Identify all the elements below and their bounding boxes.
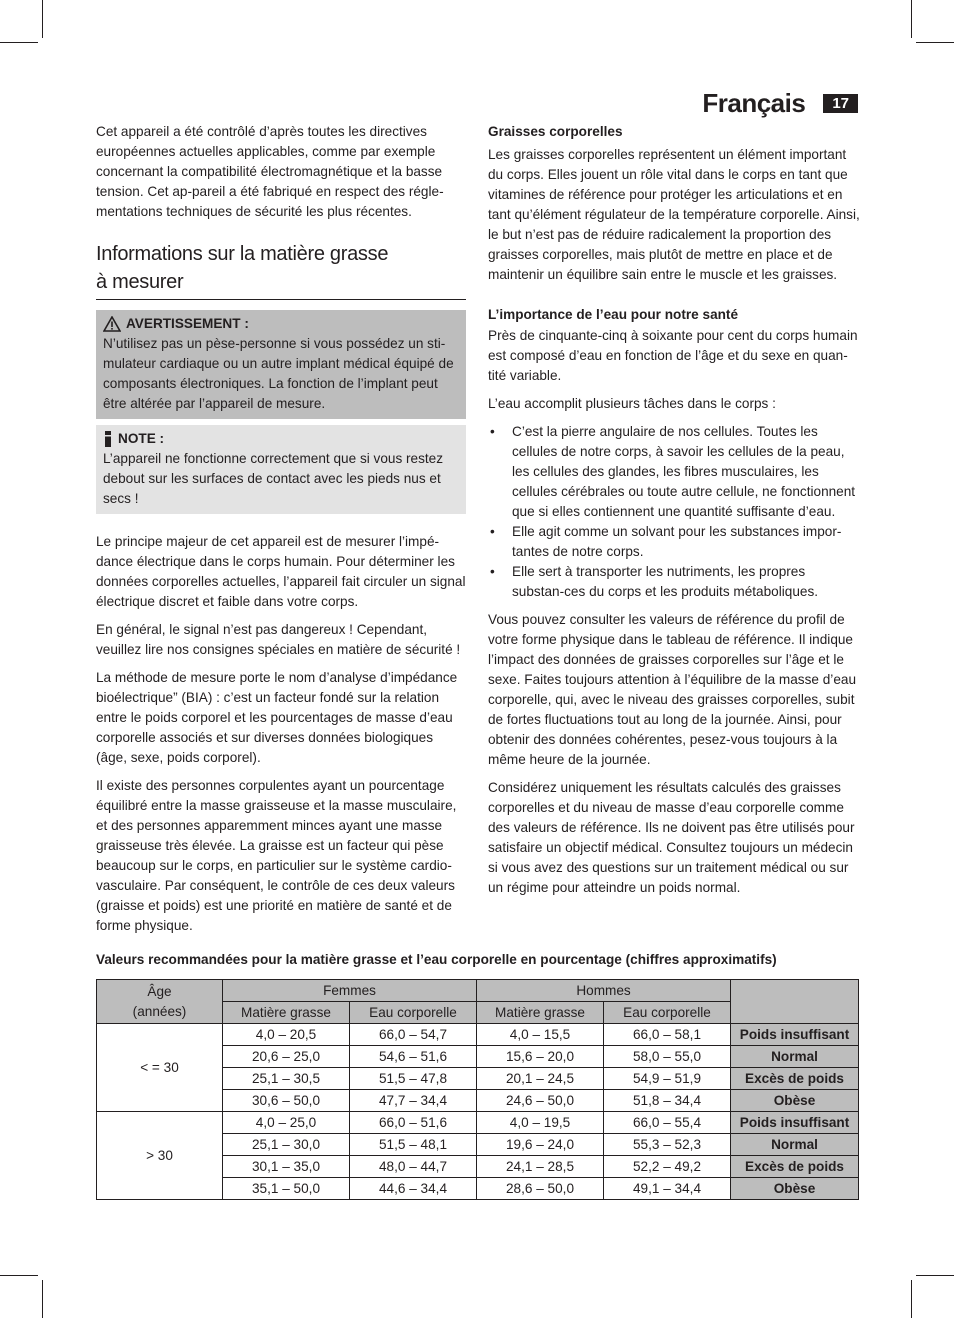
category-cell: Excès de poids (731, 1156, 859, 1178)
crop-mark (916, 42, 954, 43)
paragraph-bia: La méthode de mesure porte le nom d’analyse d’impédance bioélectrique” (BIA) : c’est un facteur fondé sur la relation entre le poids corporel et les pourcentages de masse d’eau corporelle associés et sur diverses données biologiques (âge, sexe, poids corporel). (96, 670, 458, 765)
table-cell: 54,6 – 51,6 (350, 1046, 477, 1068)
age-group-cell: > 30 (97, 1112, 223, 1200)
note-box (96, 425, 466, 514)
table-cell: 51,5 – 48,1 (350, 1134, 477, 1156)
header-women: Femmes (223, 980, 477, 1002)
category-cell: Normal (731, 1134, 859, 1156)
paragraph-principle: Le principe majeur de cet appareil est de mesurer l’impé-dance électrique dans le corps humain. Pour déterminer les données corporelles actuelles, l’appareil fait circuler un signal électrique discret et faible dans votre corps. (96, 534, 466, 609)
water-task-list (488, 422, 860, 602)
header-women-water: Eau corporelle (350, 1002, 477, 1024)
header-category (731, 980, 859, 1024)
intro-paragraph: Cet appareil a été contrôlé d’après toutes les directives européennes actuelles applicables, comme par exemple concernant la compatibilité électromagnétique et la basse tension. Cet ap-pareil a été fabriqué en respect des régle-mentations techniques de sécurité les plus récentes. (96, 124, 444, 219)
heading-water: L’importance de l’eau pour notre santé (488, 307, 739, 322)
table-cell: 24,6 – 50,0 (477, 1090, 604, 1112)
table-cell: 15,6 – 20,0 (477, 1046, 604, 1068)
table-cell: 58,0 – 55,0 (604, 1046, 731, 1068)
category-cell: Poids insuffisant (731, 1112, 859, 1134)
header-age (97, 980, 223, 1024)
age-group-cell: < = 30 (97, 1024, 223, 1112)
table-cell: 47,7 – 34,4 (350, 1090, 477, 1112)
note-title-row (103, 429, 459, 449)
list-item: • Elle sert à transporter les nutriments, les propres substan-ces du corps et les produits métaboliques. (488, 562, 860, 602)
reference-table (96, 979, 859, 1200)
section-heading-line1: Informations sur la matière grasse (96, 243, 389, 265)
header-women-fat: Matière grasse (223, 1002, 350, 1024)
category-cell: Poids insuffisant (731, 1024, 859, 1046)
warning-title-row (103, 314, 459, 334)
table-cell: 28,6 – 50,0 (477, 1178, 604, 1200)
category-cell: Normal (731, 1046, 859, 1068)
language-title: Français (702, 88, 806, 118)
table-cell: 20,1 – 24,5 (477, 1068, 604, 1090)
info-icon (103, 431, 113, 447)
crop-mark (42, 1280, 43, 1318)
header-men: Hommes (477, 980, 731, 1002)
table-cell: 52,2 – 49,2 (604, 1156, 731, 1178)
crop-mark (911, 0, 912, 38)
heading-body-fat: Graisses corporelles (488, 124, 623, 139)
table-cell: 4,0 – 20,5 (223, 1024, 350, 1046)
left-column (96, 122, 466, 944)
table-cell: 51,5 – 47,8 (350, 1068, 477, 1090)
warning-title: AVERTISSEMENT : (126, 316, 249, 331)
table-cell: 30,1 – 35,0 (223, 1156, 350, 1178)
table-cell: 66,0 – 58,1 (604, 1024, 731, 1046)
paragraph-reference: Vous pouvez consulter les valeurs de référence du profil de votre forme physique dans le tableau de référence. Il indique l’impact des données de graisses corporelles sur l’âge et le sexe. Faites toujours attention à l’équilibre de la masse d’eau corporelle, qui, avec le niveau des graisses corporelles, subit de fortes fluctuations tout au long de la journée. Ainsi, pour obtenir des données cohérentes, pesez-vous toujours à la même heure de la journée. (488, 612, 857, 767)
table-cell: 20,6 – 25,0 (223, 1046, 350, 1068)
crop-mark (911, 1280, 912, 1318)
page-number: 17 (823, 94, 858, 113)
table-cell: 25,1 – 30,5 (223, 1068, 350, 1090)
section-heading (96, 240, 466, 296)
table-cell: 48,0 – 44,7 (350, 1156, 477, 1178)
note-title: NOTE : (118, 431, 165, 446)
crop-mark (0, 1275, 38, 1276)
paragraph-consider: Considérez uniquement les résultats calculés des graisses corporelles et du niveau de masse d’eau corporelle comme des valeurs de référence. Ils ne doivent pas être utilisés pour satisfaire un objectif médical. Consultez toujours un médecin si vous avez des questions sur un traitement médical ou sur un régime pour atteindre un poids normal. (488, 780, 855, 895)
header-men-fat: Matière grasse (477, 1002, 604, 1024)
table-cell: 4,0 – 19,5 (477, 1112, 604, 1134)
warning-text: N’utilisez pas un pèse-personne si vous possédez un sti-mulateur cardiaque ou un autre implant médical équipé de composants électroniques. La fonction de l’implant peut être altérée par l’appareil de mesure. (103, 336, 454, 411)
crop-mark (42, 0, 43, 38)
paragraph-body-fat: Les graisses corporelles représentent un élément important du corps. Elles jouent un rôle vital dans le corps en tant que vitamines de référence pour protéger les articulations et en tant qu’élément régulateur de la température corporelle. Ainsi, le but n’est pas de réduire radicalement la proportion des graisses corporelles, mais plutôt de mettre en place et de maintenir un équilibre sain entre le muscle et les graisses. (488, 147, 860, 282)
table-cell: 35,1 – 50,0 (223, 1178, 350, 1200)
table-cell: 49,1 – 34,4 (604, 1178, 731, 1200)
table-cell: 30,6 – 50,0 (223, 1090, 350, 1112)
table-cell: 4,0 – 25,0 (223, 1112, 350, 1134)
table-title: Valeurs recommandées pour la matière grasse et l’eau corporelle en pourcentage (chiffres approximatifs) (96, 952, 777, 967)
page-header (702, 88, 858, 119)
table-cell: 55,3 – 52,3 (604, 1134, 731, 1156)
list-item: • C’est la pierre angulaire de nos cellules. Toutes les cellules de notre corps, à savoir les cellules de la peau, les cellules des glandes, les fibres musculaires, les cellules cérébrales ou toute autre cellule, ne fonctionnent que si elles contiennent une quantité suffisante d’eau. (488, 422, 860, 522)
paragraph-water-1: Près de cinquante-cinq à soixante pour cent du corps humain est composé d’eau en fonction de l’âge et du sexe en quan-tité variable. (488, 328, 858, 383)
warning-box (96, 310, 466, 419)
heading-rule (96, 299, 466, 300)
table-cell: 66,0 – 51,6 (350, 1112, 477, 1134)
table-cell: 66,0 – 54,7 (350, 1024, 477, 1046)
table-cell: 44,6 – 34,4 (350, 1178, 477, 1200)
table-row (97, 1112, 859, 1134)
table-cell: 66,0 – 55,4 (604, 1112, 731, 1134)
table-cell: 54,9 – 51,9 (604, 1068, 731, 1090)
category-cell: Excès de poids (731, 1068, 859, 1090)
paragraph-persons: Il existe des personnes corpulentes ayant un pourcentage équilibré entre la masse graisseuse et la masse musculaire, et des personnes apparemment minces ayant une masse graisseuse très élevée. La graisse est un facteur qui pèse beaucoup sur le corps, en particulier sur le système cardio-vasculaire. Par conséquent, le contrôle de ces deux valeurs (graisse et poids) est une priorité en matière de santé et de forme physique. (96, 778, 457, 933)
table-cell: 24,1 – 28,5 (477, 1156, 604, 1178)
table-cell: 51,8 – 34,4 (604, 1090, 731, 1112)
paragraph-signal: En général, le signal n’est pas dangereux ! Cependant, veuillez lire nos consignes spéciales en matière de sécurité ! (96, 622, 461, 657)
table-cell: 25,1 – 30,0 (223, 1134, 350, 1156)
category-cell: Obèse (731, 1090, 859, 1112)
header-age-label: Âge (147, 983, 172, 999)
warning-triangle-icon (103, 316, 121, 332)
header-age-sub: (années) (132, 1003, 187, 1019)
paragraph-water-2: L’eau accomplit plusieurs tâches dans le corps : (488, 396, 776, 411)
right-column (488, 122, 860, 906)
list-item: • Elle agit comme un solvant pour les substances impor-tantes de notre corps. (488, 522, 860, 562)
table-cell: 19,6 – 24,0 (477, 1134, 604, 1156)
crop-mark (916, 1275, 954, 1276)
crop-mark (0, 42, 38, 43)
table-cell: 4,0 – 15,5 (477, 1024, 604, 1046)
category-cell: Obèse (731, 1178, 859, 1200)
header-men-water: Eau corporelle (604, 1002, 731, 1024)
note-text: L’appareil ne fonctionne correctement que si vous restez debout sur les surfaces de contact avec les pieds nus et secs ! (103, 451, 444, 506)
section-heading-line2: à mesurer (96, 271, 184, 293)
table-row (97, 1024, 859, 1046)
